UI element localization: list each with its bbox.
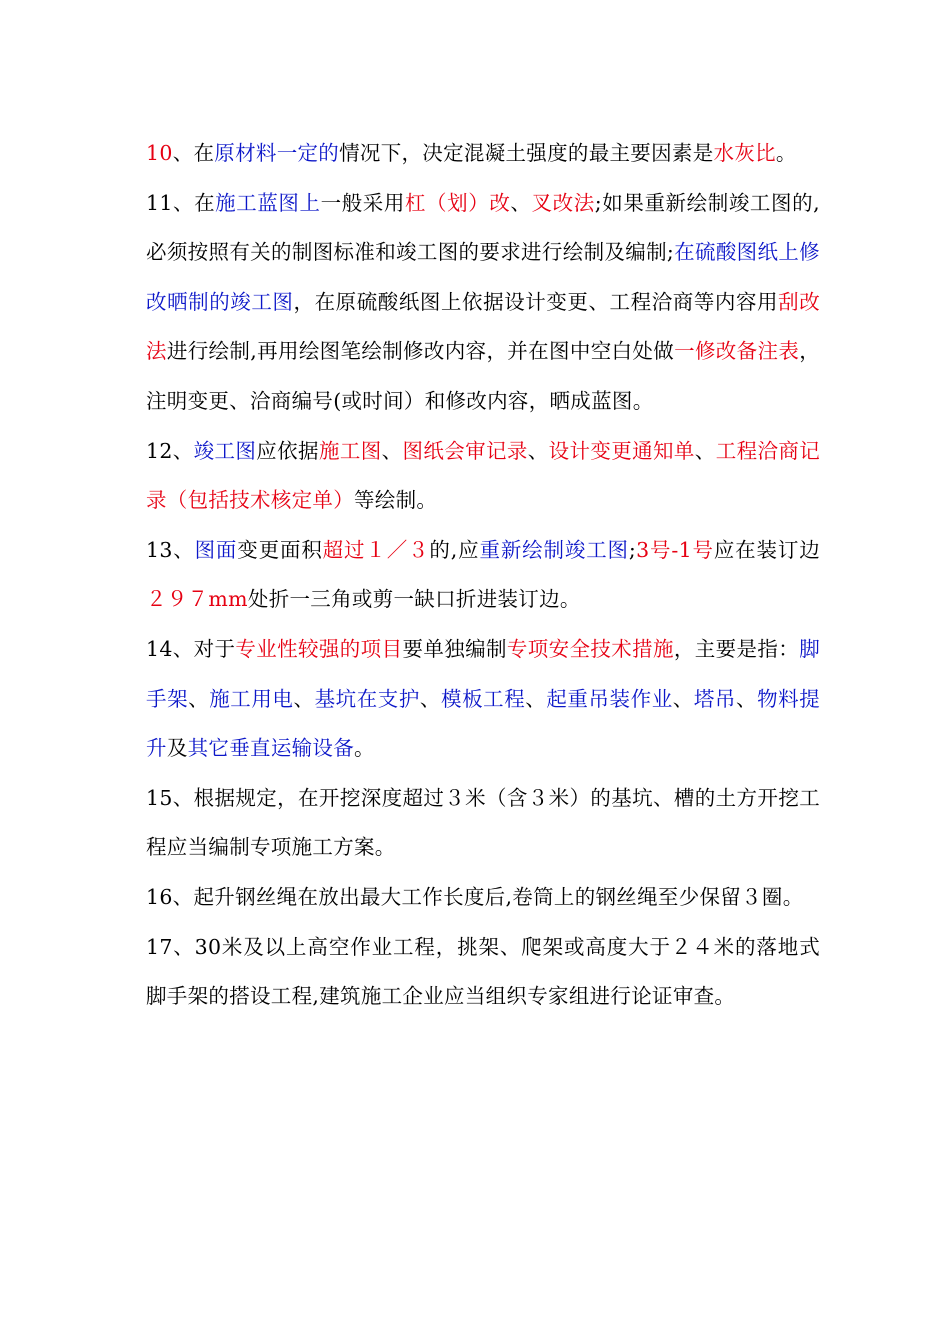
text-segment: 塔吊	[693, 686, 736, 711]
paragraph-15	[146, 774, 820, 873]
text-segment: 、	[694, 438, 716, 463]
text-segment: 起重吊装作业	[546, 686, 673, 711]
text-segment: 脚手架	[146, 636, 820, 711]
text-segment: 、	[381, 438, 403, 463]
text-segment: 图面	[194, 537, 238, 562]
text-segment: 在硫酸图纸上修改晒制的竣工图	[146, 240, 820, 314]
text-segment: 杠（划）改	[404, 190, 511, 215]
text-segment: ２９７mm	[146, 587, 248, 612]
text-segment: 基坑在支护	[314, 686, 420, 711]
text-segment: 应依据	[256, 438, 319, 463]
text-segment: 15、根据规定，在开挖深度超过３米（含３米）的基坑、槽的土方开挖工程应当编制专项施工方案。	[146, 785, 820, 860]
text-segment: 刮改法	[146, 289, 820, 364]
text-segment: 要单独编制	[402, 636, 507, 661]
paragraph-17	[146, 923, 820, 1022]
text-segment: 进行绘制,再用绘图笔绘制修改内容，并在图中空白处做	[166, 339, 675, 364]
text-segment: 水灰比	[713, 141, 776, 165]
text-segment: 17、30米及以上高空作业工程，挑架、爬架或高度大于２４米的落地式脚手架的搭设工程,建筑施工企业应当组织专家组进行论证审查。	[146, 934, 820, 1009]
text-segment: 13、	[146, 537, 195, 562]
text-segment: 。	[775, 141, 797, 165]
text-segment: 14、对于	[146, 636, 236, 661]
text-segment: 等绘制。	[354, 488, 438, 513]
text-segment: 的,应	[429, 537, 480, 562]
text-segment: 、	[735, 686, 758, 711]
text-segment: 设计变更通知单	[548, 438, 695, 463]
text-segment: 12、	[146, 438, 194, 463]
text-segment: ，在原硫酸纸图上依据设计变更、工程洽商等内容用	[293, 289, 779, 314]
text-segment: 一般采用	[320, 190, 405, 215]
text-segment: 图纸会审记录	[402, 438, 528, 463]
text-segment: 10	[146, 141, 173, 165]
text-segment: 、在	[172, 141, 215, 165]
text-segment: 工程洽商记录（包括技术核定单）	[146, 438, 820, 513]
text-segment: 。	[354, 736, 375, 761]
text-segment: 、	[525, 686, 547, 711]
text-segment: 重新绘制竣工图	[479, 537, 629, 562]
text-segment: 11、在	[146, 190, 216, 215]
text-segment: 、	[419, 686, 441, 711]
paragraph-10	[146, 129, 820, 179]
text-segment: 物料提升	[146, 686, 820, 761]
text-segment: 超过１／３	[322, 537, 430, 562]
text-segment: 、	[293, 686, 315, 711]
text-segment: ，主要是指：	[673, 636, 800, 661]
text-segment: 专业性较强的项目	[235, 636, 403, 661]
text-segment: 、	[672, 686, 694, 711]
text-segment: 其它垂直运输设备	[187, 736, 355, 761]
text-segment: 3号-1号	[636, 537, 714, 562]
text-segment: 叉改法	[531, 190, 595, 215]
text-segment: 变更面积	[237, 537, 323, 562]
text-segment: 及	[166, 736, 188, 761]
text-segment: 原材料一定的	[214, 141, 340, 165]
text-segment: ，注明变更、洽商编号(或时间）和修改内容，晒成蓝图。	[146, 339, 820, 413]
text-segment: 应在装订边	[713, 537, 820, 562]
paragraph-11	[146, 179, 820, 427]
paragraph-14	[146, 625, 820, 774]
text-segment: 、	[510, 190, 532, 215]
text-segment: 处折一三角或剪一缺口折进装订边。	[247, 587, 581, 612]
text-segment: 施工图	[318, 438, 382, 463]
text-segment: 施工用电	[209, 686, 294, 711]
text-segment: 、	[188, 686, 210, 711]
text-segment: 、	[527, 438, 549, 463]
paragraph-12	[146, 427, 820, 526]
text-segment: ;如果重新绘制竣工图的,必须按照有关的制图标准和竣工图的要求进行绘制及编制;	[146, 190, 820, 265]
text-segment: 竣工图	[193, 438, 257, 463]
paragraph-16	[146, 873, 820, 923]
text-segment: 16、起升钢丝绳在放出最大工作长度后,卷筒上的钢丝绳至少保留３圈。	[146, 884, 804, 909]
paragraph-13	[146, 526, 820, 625]
text-segment: 一修改备注表	[674, 339, 800, 364]
text-segment: 专项安全技术措施	[506, 636, 674, 661]
text-segment: 模板工程	[441, 686, 526, 711]
text-segment: ;	[628, 537, 637, 562]
text-segment: 情况下，决定混凝土强度的最主要因素是	[339, 141, 714, 165]
text-segment: 施工蓝图上	[215, 190, 321, 215]
